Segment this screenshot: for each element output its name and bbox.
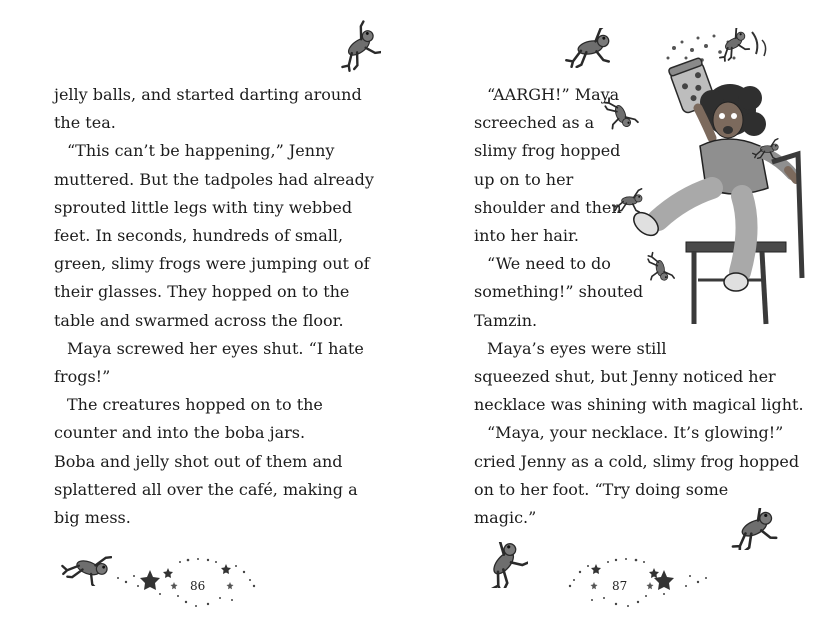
text-line: screeched as a — [474, 113, 595, 133]
sparkle-decoration — [556, 556, 716, 616]
text-line: frogs!” — [54, 367, 111, 387]
text-line: on to her foot. “Try doing some — [474, 479, 729, 499]
text-line: up on to her — [474, 169, 574, 189]
text-line: Tamzin. — [474, 310, 538, 330]
text-line: table and swarmed across the floor. — [54, 310, 344, 330]
left-page-text — [54, 81, 374, 532]
sparkle-decoration — [108, 556, 268, 616]
text-line: muttered. But the tadpoles had already — [54, 169, 374, 189]
frog-icon — [726, 508, 778, 550]
text-line: counter and into the boba jars. — [54, 423, 306, 443]
text-line: green, slimy frogs were jumping out of — [54, 254, 370, 274]
frog-icon — [476, 542, 528, 588]
text-line: slimy frog hopped — [474, 141, 621, 161]
page-number: 86 — [190, 579, 206, 593]
text-line: something!” shouted — [474, 282, 644, 302]
text-line: big mess. — [54, 508, 131, 528]
text-line: The creatures hopped on to the — [67, 395, 323, 415]
frog-icon — [60, 548, 112, 586]
right-page — [410, 0, 820, 629]
text-line: shoulder and then — [474, 197, 622, 217]
text-line: jelly balls, and started darting around — [54, 85, 362, 104]
text-line: cried Jenny as a cold, slimy frog hopped — [474, 451, 800, 471]
text-line: splattered all over the café, making a — [54, 479, 358, 499]
text-line: feet. In seconds, hundreds of small, — [54, 226, 344, 246]
text-line: Maya’s eyes were still — [487, 338, 667, 358]
page-number: 87 — [612, 579, 628, 593]
text-line: squeezed shut, but Jenny noticed her — [474, 367, 776, 387]
text-line: magic.” — [474, 508, 537, 528]
text-line: Maya screwed her eyes shut. “I hate — [67, 338, 364, 358]
text-line: sprouted little legs with tiny webbed — [54, 197, 353, 217]
text-line: “This can’t be happening,” Jenny — [67, 141, 335, 161]
text-line: Boba and jelly shot out of them and — [54, 451, 343, 471]
girl-on-chair-illustration — [602, 28, 812, 328]
text-line: “Maya, your necklace. It’s glowing!” — [487, 423, 784, 443]
frog-icon — [333, 20, 381, 76]
text-line: their glasses. They hopped on to the — [54, 282, 350, 302]
text-line: into her hair. — [474, 226, 580, 246]
text-line: “AARGH!” Maya — [487, 85, 620, 104]
text-line: necklace was shining with magical light. — [474, 395, 804, 415]
text-line: the tea. — [54, 113, 116, 133]
text-line: “We need to do — [487, 254, 611, 274]
